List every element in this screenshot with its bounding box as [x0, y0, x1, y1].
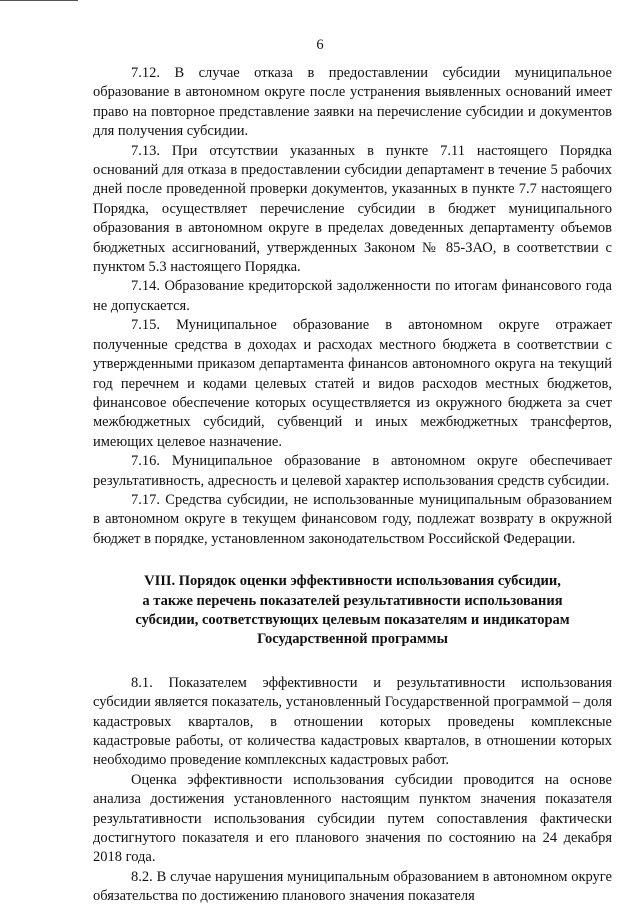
paragraph-7-13: 7.13. При отсутствии указанных в пункте 7.11 настоящего Порядка оснований для отказа в предоставлении субсидии департамент в течение 5 рабочих дней после проведенной проверки документов, указанных в пункте 7.7 настоящего Порядка, осуществляет перечисление субсидии в бюджет муниципального образования в автономном округе в пределах доведенных департаменту объемов бюджетных ассигнований, утвержденных Законом № 85-ЗАО, в соответствии с пунктом 5.3 настоящего Порядка. [93, 142, 612, 276]
header-rule [0, 0, 78, 1]
paragraph-8-1: 8.1. Показателем эффективности и результативности использования субсидии является показатель, установленный Государственной программой – доля кадастровых кварталов, в отношении которых проведены комплексные кадастровые работы, от количества кадастровых кварталов, в отношении которых необходимо проведение комплексных кадастровых работ. [93, 674, 612, 769]
paragraph-8-1-assessment: Оценка эффективности использования субсидии проводится на основе анализа достижения установленного настоящим пунктом значения показателя результативности использования субсидии путем сопоставления фактически достигнутого показателя и его планового значения по состоянию на 24 декабря 2018 года. [93, 771, 612, 866]
paragraph-7-15: 7.15. Муниципальное образование в автономном округе отражает полученные средства в доходах и расходах местного бюджета в соответствии с утвержденными приказом департамента финансов автономного округа на текущий год перечнем и кодами целевых статей и видов расходов местных бюджетов, финансовое обеспечение которых осуществляется из окружного бюджета за счет межбюджетных субсидий, субвенций и иных межбюджетных трансфертов, имеющих целевое назначение. [93, 317, 612, 450]
document-body [93, 64, 612, 907]
section-heading-line: субсидии, соответствующих целевым показателям и индикаторам [135, 611, 570, 628]
section-heading-line: а также перечень показателей результативности использования [142, 592, 563, 609]
paragraph-7-14: 7.14. Образование кредиторской задолженности по итогам финансового года не допускается. [93, 278, 612, 314]
section-heading [93, 572, 612, 650]
section-heading-line: VIII. Порядок оценки эффективности использования субсидии, [144, 573, 561, 590]
paragraph-7-12: 7.12. В случае отказа в предоставлении субсидии муниципальное образование в автономном округе после устранения выявленных оснований имеет право на повторное представление заявки на перечисление субсидии и документов для получения субсидии. [93, 65, 612, 140]
section-heading-line: Государственной программы [257, 631, 448, 648]
paragraph-8-2: 8.2. В случае нарушения муниципальным образованием в автономном округе обязательства по достижению планового значения показателя [93, 868, 612, 905]
page-number: 6 [316, 37, 324, 53]
paragraph-7-16: 7.16. Муниципальное образование в автономном округе обеспечивает результативность, адресность и целевой характер использования средств субсидии. [93, 453, 612, 489]
paragraph-7-17: 7.17. Средства субсидии, не использованные муниципальным образованием в автономном округе в текущем финансовом году, подлежат возврату в окружной бюджет в порядке, установленном законодательством Российской Федерации. [93, 491, 612, 547]
